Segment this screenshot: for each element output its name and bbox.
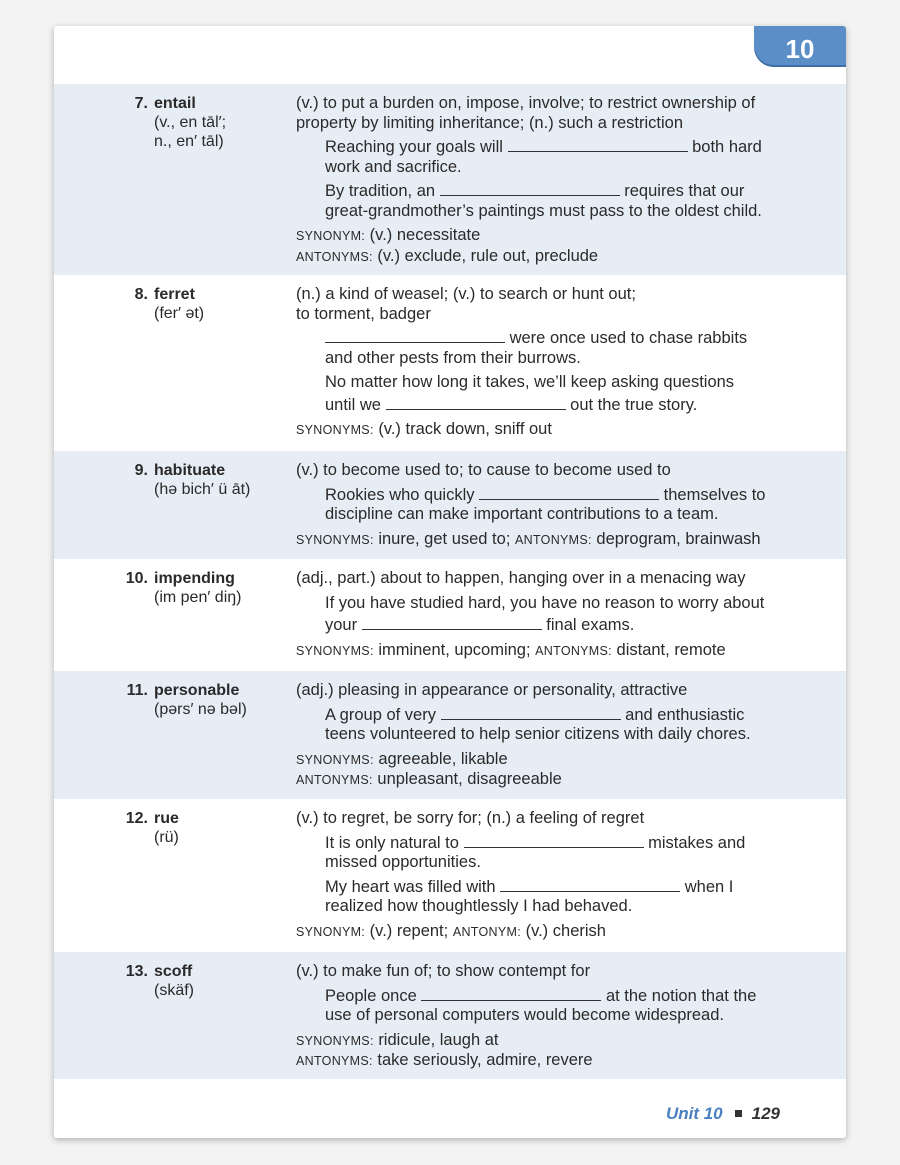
synonyms: SYNONYMS: agreeable, likable <box>296 749 508 768</box>
entry-number: 13. <box>125 963 148 980</box>
example-sentence: use of personal computers would become widespread. <box>325 1006 724 1024</box>
example-sentence: were once used to chase rabbits <box>296 329 791 349</box>
example-sentence: missed opportunities. <box>325 853 481 871</box>
example-sentence: My heart was filled with when I <box>325 877 734 896</box>
fill-in-blank[interactable] <box>421 988 601 1001</box>
page-footer <box>666 1104 780 1124</box>
definition: (v.) to put a burden on, impose, involve; to restrict ownership of <box>296 94 756 112</box>
entry-number: 11. <box>126 682 148 699</box>
definition: (adj.) pleasing in appearance or personality, attractive <box>296 681 688 699</box>
example-sentence: A group of very and enthusiastic <box>325 705 745 724</box>
unit-label: Unit 10 <box>665 1104 723 1123</box>
definition-block <box>296 962 791 1072</box>
entry-ferret <box>54 275 846 451</box>
entry-number: 10. <box>125 570 148 587</box>
example-sentence: work and sacrifice. <box>325 157 462 176</box>
pronunciation: (pərs′ nə bəl) <box>154 701 247 718</box>
entry-habituate <box>54 451 846 559</box>
headword: scoff <box>154 963 193 980</box>
headword: ferret <box>154 286 195 303</box>
example-sentence: your final exams. <box>325 616 635 634</box>
definition: (adj., part.) about to happen, hanging over in a menacing way <box>296 569 746 587</box>
pronunciation: n., en′ tāl) <box>154 133 224 150</box>
example-sentence: great-grandmother’s paintings must pass to the oldest child. <box>325 201 762 220</box>
definition-block <box>296 681 791 791</box>
example-sentence: teens volunteered to help senior citizens with daily chores. <box>325 725 751 743</box>
example-sentence: If you have studied hard, you have no reason to worry about <box>325 593 765 612</box>
antonyms: ANTONYMS: unpleasant, disagreeable <box>296 770 562 788</box>
example-sentence: It is only natural to mistakes and <box>325 833 746 852</box>
example-sentence: discipline can make important contributions to a team. <box>325 505 719 523</box>
entry-number: 8. <box>134 286 148 303</box>
antonyms: ANTONYMS: (v.) exclude, rule out, preclude <box>296 246 599 265</box>
fill-in-blank[interactable] <box>508 139 688 152</box>
textbook-page <box>54 26 846 1138</box>
definition-block <box>296 569 791 661</box>
antonyms: ANTONYMS: take seriously, admire, revere <box>296 1051 593 1069</box>
synonyms: SYNONYMS: (v.) track down, sniff out <box>296 420 552 438</box>
pronunciation: (hə bich′ ü āt) <box>154 481 251 498</box>
fill-in-blank[interactable] <box>440 183 620 196</box>
headword: personable <box>154 682 240 699</box>
entry-scoff <box>54 952 846 1079</box>
fill-in-blank[interactable] <box>325 330 505 343</box>
example-sentence: and other pests from their burrows. <box>325 348 581 367</box>
headword-block <box>114 285 284 323</box>
pronunciation: (skäf) <box>154 982 194 999</box>
headword-block <box>114 809 284 847</box>
definition: (v.) to regret, be sorry for; (n.) a feeling of regret <box>296 809 645 827</box>
entry-number: 7. <box>134 95 148 112</box>
example-sentence: realized how thoughtlessly I had behaved. <box>325 897 633 915</box>
headword-block <box>114 569 284 607</box>
page-number: 129 <box>751 1104 780 1123</box>
headword-block <box>114 94 284 151</box>
definition: to torment, badger <box>296 304 431 323</box>
fill-in-blank[interactable] <box>500 879 680 892</box>
example-sentence: People once at the notion that the <box>325 986 757 1005</box>
fill-in-blank[interactable] <box>441 707 621 720</box>
headword: habituate <box>154 462 226 479</box>
definition: (v.) to make fun of; to show contempt for <box>296 962 591 980</box>
entry-personable <box>54 671 846 799</box>
square-bullet-icon <box>735 1110 742 1117</box>
definition: property by limiting inheritance; (n.) such a restriction <box>296 113 683 132</box>
headword-block <box>114 681 284 719</box>
pronunciation: (im pen′ diŋ) <box>154 589 242 606</box>
definition: (v.) to become used to; to cause to become used to <box>296 461 671 479</box>
synonyms: SYNONYMS: inure, get used to; ANTONYMS: deprogram, brainwash <box>296 529 761 548</box>
entry-impending <box>54 559 846 671</box>
synonyms: SYNONYMS: imminent, upcoming; ANTONYMS: distant, remote <box>296 640 726 659</box>
fill-in-blank[interactable] <box>464 835 644 848</box>
definition-block <box>296 285 791 441</box>
fill-in-blank[interactable] <box>479 487 659 500</box>
definition-block <box>296 809 791 942</box>
pronunciation: (fer′ ət) <box>154 305 205 322</box>
synonyms: SYNONYM: (v.) repent; ANTONYM: (v.) cherish <box>296 921 606 940</box>
pronunciation: (v., en tāl′; <box>154 114 227 131</box>
headword-block <box>114 461 284 499</box>
entry-rue <box>54 799 846 952</box>
example-sentence: until we out the true story. <box>325 395 698 414</box>
fill-in-blank[interactable] <box>362 617 542 630</box>
headword: rue <box>154 810 179 827</box>
pronunciation: (rü) <box>154 829 179 846</box>
entry-number: 12. <box>125 810 148 827</box>
synonyms: SYNONYM: (v.) necessitate <box>296 226 481 244</box>
headword: entail <box>154 95 196 112</box>
headword: impending <box>154 570 235 587</box>
definition: (n.) a kind of weasel; (v.) to search or hunt out; <box>296 285 636 303</box>
example-sentence: By tradition, an requires that our <box>325 182 745 200</box>
example-sentence: Reaching your goals will both hard <box>325 138 762 156</box>
definition-block <box>296 461 791 550</box>
example-sentence: No matter how long it takes, we’ll keep asking questions <box>325 373 735 391</box>
vocabulary-entries <box>54 84 846 1079</box>
definition-block <box>296 94 791 267</box>
fill-in-blank[interactable] <box>386 397 566 410</box>
entry-number: 9. <box>134 462 148 479</box>
synonyms: SYNONYMS: ridicule, laugh at <box>296 1030 499 1049</box>
example-sentence: Rookies who quickly themselves to <box>325 485 766 504</box>
headword-block <box>114 962 284 1000</box>
unit-number-tab: 10 <box>754 26 846 67</box>
entry-entail <box>54 84 846 275</box>
